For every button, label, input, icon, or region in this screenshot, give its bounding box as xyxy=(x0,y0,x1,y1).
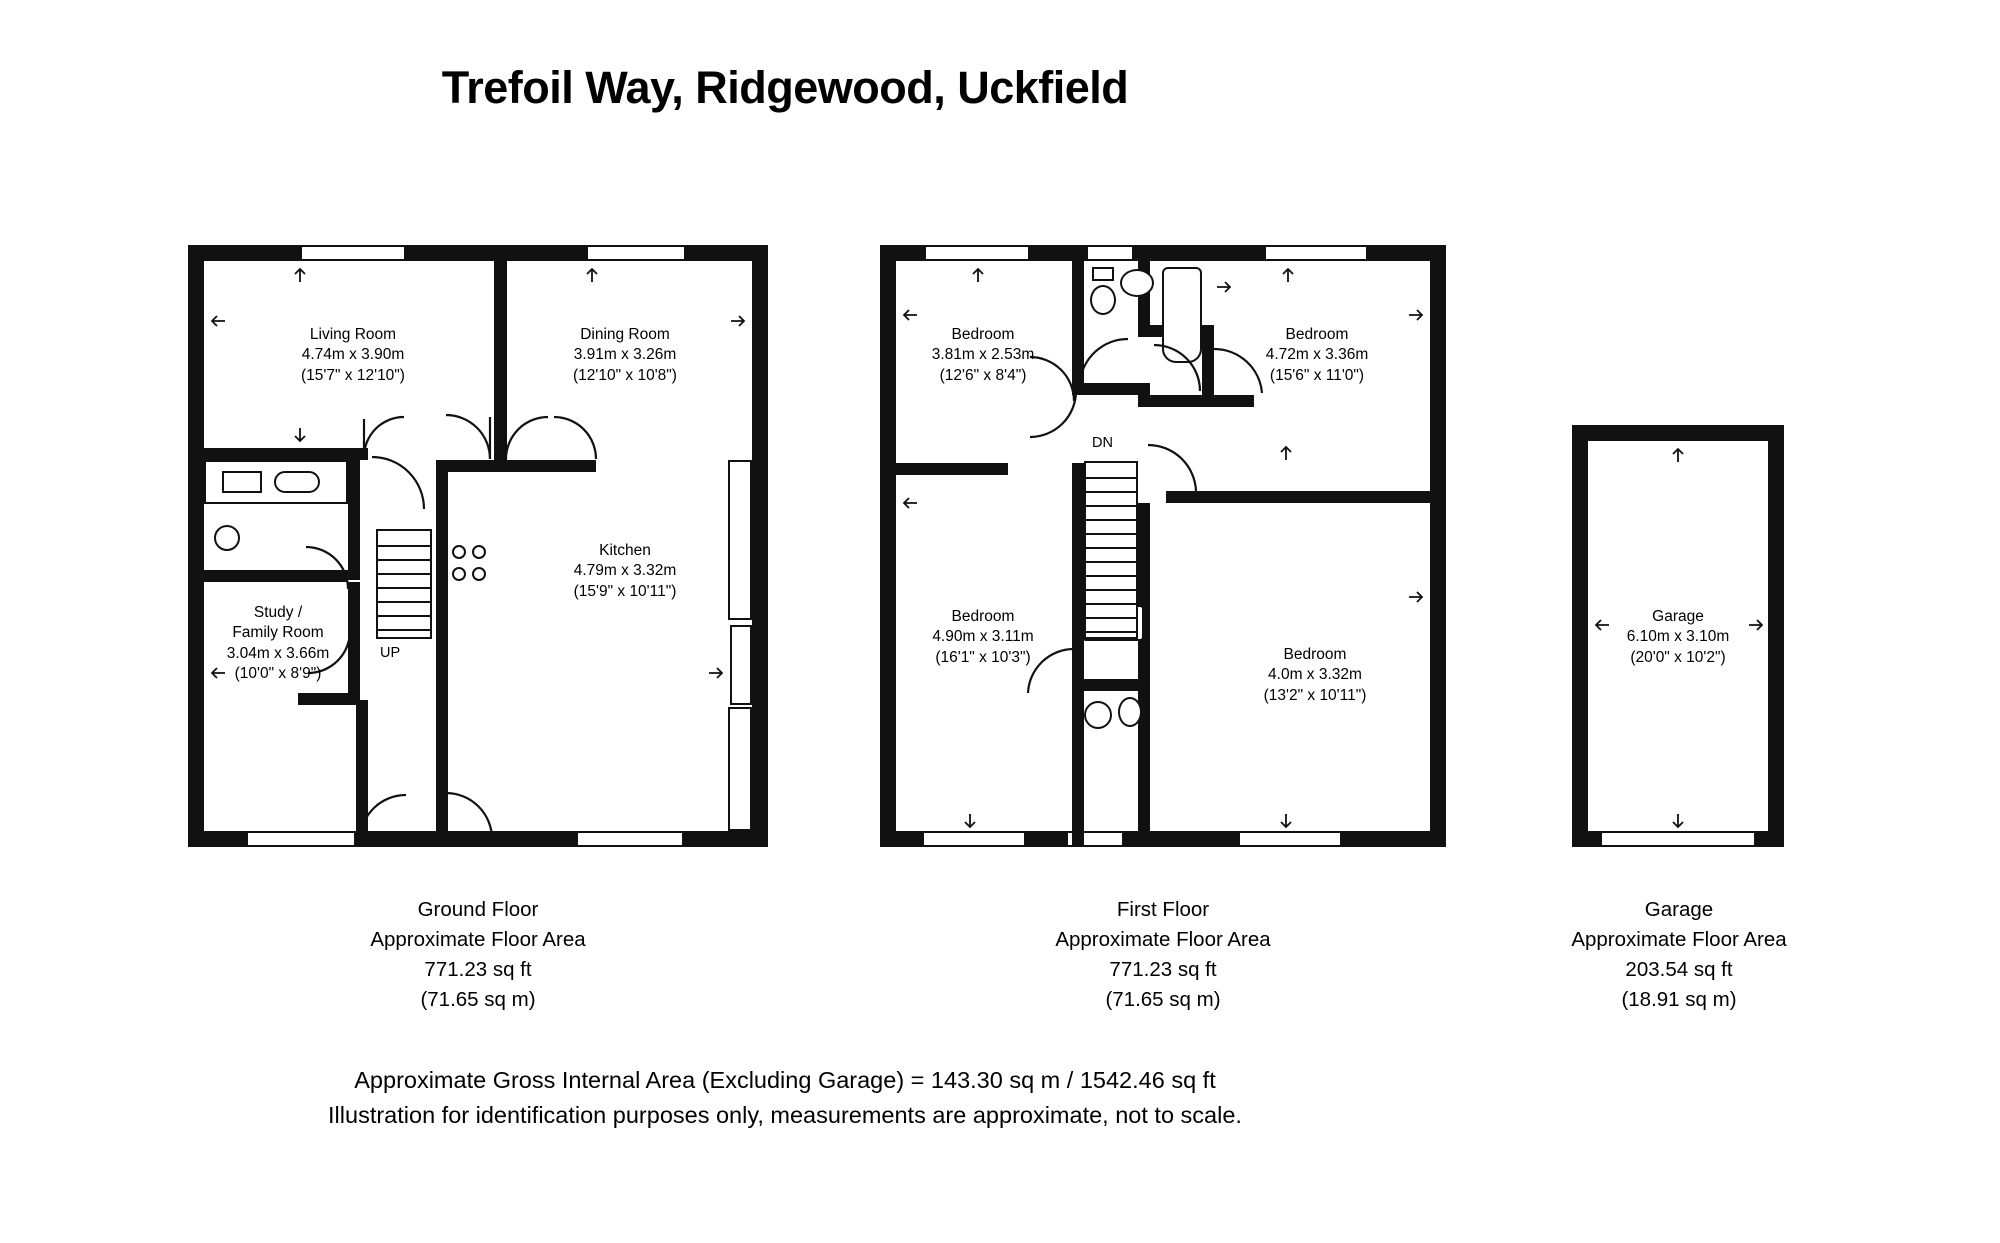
door-bathroom xyxy=(1076,337,1134,387)
caption-line: (71.65 sq m) xyxy=(1105,988,1221,1012)
room-metric: 4.72m x 3.36m xyxy=(1265,346,1369,364)
dimension-arrow-garage-top xyxy=(1670,447,1686,463)
room-name: Bedroom xyxy=(1283,646,1347,663)
wall-top xyxy=(1572,425,1784,441)
window-top-bedroom-1 xyxy=(924,245,1030,261)
ground-floor-caption xyxy=(188,895,768,1016)
room-imperial: (15'7" x 12'10") xyxy=(301,366,405,384)
room-metric: 4.74m x 3.90m xyxy=(301,346,405,364)
room-label-dining-room xyxy=(542,325,708,386)
kitchen-run-right xyxy=(728,460,752,620)
caption-line: 771.23 sq ft xyxy=(1109,958,1217,982)
basin-bathroom xyxy=(1120,269,1154,297)
room-label-bedroom-3 xyxy=(898,607,1068,668)
room-metric: 3.04m x 3.66m xyxy=(226,644,330,662)
basin-wc xyxy=(1084,701,1112,729)
room-label-kitchen xyxy=(540,541,710,602)
garage-plan xyxy=(1572,425,1784,847)
room-imperial: (12'10" x 10'8") xyxy=(573,366,677,384)
room-imperial: (12'6" x 8'4") xyxy=(939,366,1027,384)
dimension-arrow-bed1-left xyxy=(902,307,918,323)
kitchen-sink xyxy=(222,471,262,493)
dimension-arrow-bed3-left xyxy=(902,495,918,511)
room-imperial: (15'6" x 11'0") xyxy=(1269,366,1365,384)
dimension-arrow-bed4-bottom xyxy=(1278,813,1294,829)
garage-caption xyxy=(1490,895,1868,1016)
dimension-arrow-bed2-right xyxy=(1408,307,1424,323)
kitchen-hob xyxy=(274,471,320,493)
toilet-bowl-wc xyxy=(1118,697,1142,727)
room-metric: 3.81m x 2.53m xyxy=(931,346,1035,364)
room-imperial: (15'9" x 10'11") xyxy=(573,582,677,600)
toilet-cistern-bathroom xyxy=(1092,267,1114,281)
room-label-bedroom-4 xyxy=(1230,645,1400,706)
room-label-study-family-room xyxy=(202,603,354,685)
dimension-arrow-bed4-top xyxy=(1278,445,1294,461)
staircase-down xyxy=(1084,461,1138,639)
caption-line: (18.91 sq m) xyxy=(1621,988,1737,1012)
room-name: Living Room xyxy=(309,326,397,343)
caption-line: Garage xyxy=(1644,898,1714,921)
door-kitchen-dining xyxy=(504,413,554,461)
room-name: Garage xyxy=(1652,608,1704,625)
dimension-arrow-bed1-top xyxy=(970,267,986,283)
room-metric: 6.10m x 3.10m xyxy=(1626,628,1730,646)
room-name: Dining Room xyxy=(580,326,670,343)
door-hall-kitchen-lower xyxy=(368,453,428,513)
door-front-entry xyxy=(356,791,412,843)
room-imperial: (13'2" x 10'11") xyxy=(1263,686,1367,704)
dimension-arrow-dining-right xyxy=(730,313,746,329)
window-bottom-bedroom-4 xyxy=(1238,831,1342,847)
caption-line: Ground Floor xyxy=(417,898,539,921)
room-name-2: Family Room xyxy=(232,624,324,642)
window-top-bathroom xyxy=(1086,245,1134,261)
wall-internal-kitchen-top xyxy=(436,460,596,472)
dimension-arrow-living-left xyxy=(210,313,226,329)
wall-internal-under-living xyxy=(188,448,368,460)
footer-line-disclaimer: Illustration for identification purposes only, measurements are approximate, not to scale. xyxy=(328,1102,1242,1129)
window-bottom-bedroom-3 xyxy=(922,831,1026,847)
door-kitchen-rear xyxy=(440,789,496,843)
window-bottom-kitchen xyxy=(576,831,684,847)
room-label-bedroom-1 xyxy=(898,325,1068,386)
window-bottom-study xyxy=(246,831,356,847)
dimension-arrow-garage-bottom xyxy=(1670,813,1686,829)
room-imperial: (16'1" x 10'3") xyxy=(935,648,1031,666)
wall-right xyxy=(1430,245,1446,847)
door-wc xyxy=(300,545,352,593)
caption-line: Approximate Floor Area xyxy=(1571,928,1787,952)
room-metric: 3.91m x 3.26m xyxy=(573,346,677,364)
caption-line: 771.23 sq ft xyxy=(424,958,532,982)
first-floor-plan xyxy=(880,245,1446,847)
toilet-bowl-bathroom xyxy=(1090,285,1116,315)
dimension-arrow-bath-right xyxy=(1216,279,1232,295)
room-label-living-room xyxy=(270,325,436,386)
stairs-down-label: DN xyxy=(1092,435,1113,451)
room-imperial: (10'0" x 8'9") xyxy=(234,665,322,683)
room-label-bedroom-2 xyxy=(1232,325,1402,386)
footer-line-area: Approximate Gross Internal Area (Excluding Garage) = 143.30 sq m / 1542.46 sq ft xyxy=(354,1067,1216,1093)
room-imperial: (20'0" x 10'2") xyxy=(1630,648,1726,666)
kitchen-hob-burner-1 xyxy=(452,545,466,559)
door-kitchen-second xyxy=(548,413,598,461)
room-metric: 4.0m x 3.32m xyxy=(1268,666,1362,684)
window-top-bedroom-2 xyxy=(1264,245,1368,261)
caption-line: 203.54 sq ft xyxy=(1625,958,1733,982)
room-metric: 4.90m x 3.11m xyxy=(932,628,1034,646)
wall-internal-bed2-bottom xyxy=(1166,491,1446,503)
kitchen-hob-burner-3 xyxy=(452,567,466,581)
room-name: Study / xyxy=(253,604,303,621)
caption-line: (71.65 sq m) xyxy=(420,988,536,1012)
caption-line: First Floor xyxy=(1116,898,1210,921)
wc-basin xyxy=(214,525,240,551)
wall-left xyxy=(880,245,896,847)
dimension-arrow-bed4-right xyxy=(1408,589,1424,605)
first-floor-caption xyxy=(880,895,1446,1016)
door-dining-hall xyxy=(440,413,492,461)
dimension-arrow-bed2-top xyxy=(1280,267,1296,283)
kitchen-hob-burner-2 xyxy=(472,545,486,559)
page-title: Trefoil Way, Ridgewood, Uckfield xyxy=(441,62,1129,113)
dimension-arrow-living-bottom xyxy=(292,427,308,443)
caption-line: Approximate Floor Area xyxy=(1055,928,1271,952)
wall-internal-wc-mid xyxy=(1072,679,1150,691)
room-metric: 4.79m x 3.32m xyxy=(573,562,677,580)
ground-floor-plan xyxy=(188,245,768,847)
room-name: Bedroom xyxy=(951,608,1015,625)
wall-left xyxy=(188,245,204,847)
room-label-garage xyxy=(1584,607,1772,668)
window-top-dining xyxy=(586,245,686,261)
door-ensuite xyxy=(1148,343,1204,395)
room-name: Bedroom xyxy=(951,326,1015,343)
wall-internal-bed4-left xyxy=(1138,503,1150,603)
dimension-arrow-kitchen-right xyxy=(708,665,724,681)
garage-door xyxy=(1600,831,1756,847)
kitchen-hob-burner-4 xyxy=(472,567,486,581)
door-bedroom-3 xyxy=(1026,387,1080,441)
dimension-arrow-living-top xyxy=(292,267,308,283)
stairs-up-label: UP xyxy=(380,645,401,661)
caption-line: Approximate Floor Area xyxy=(370,928,586,952)
room-name: Kitchen xyxy=(599,542,651,559)
wall-right xyxy=(752,245,768,847)
footer-notes xyxy=(0,1063,1570,1134)
kitchen-appliance xyxy=(730,625,752,705)
staircase-up xyxy=(376,529,432,639)
wall-internal-study-bottom xyxy=(298,693,360,705)
window-top-living xyxy=(300,245,406,261)
door-bedroom-4 xyxy=(1144,441,1200,495)
dimension-arrow-bed3-bottom xyxy=(962,813,978,829)
dimension-arrow-dining-top xyxy=(584,267,600,283)
kitchen-worktop-lower xyxy=(728,707,752,831)
room-name: Bedroom xyxy=(1285,326,1349,343)
wall-internal-bed1-bottom xyxy=(880,463,1008,475)
